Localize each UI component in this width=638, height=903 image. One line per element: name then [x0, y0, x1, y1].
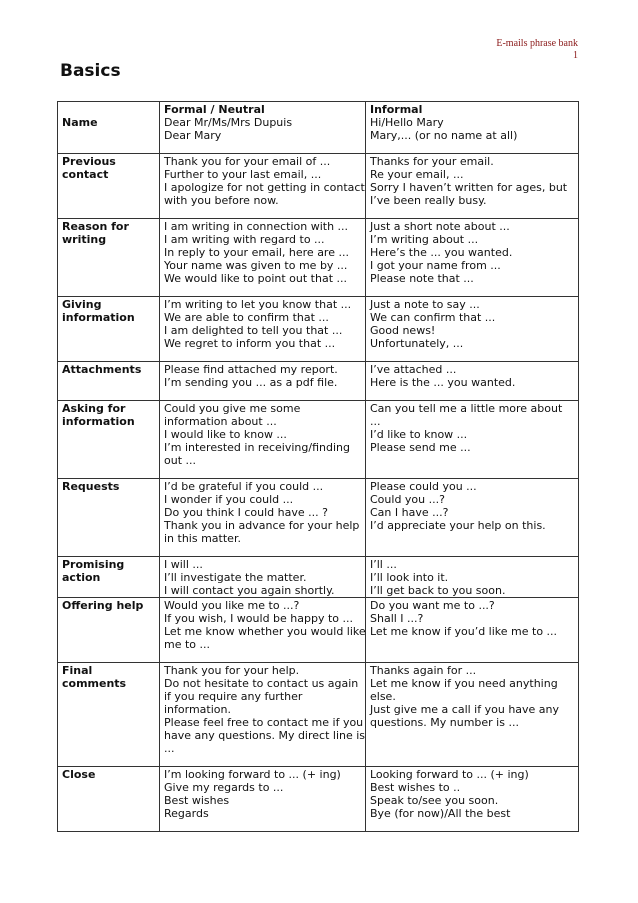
formal-phrase: We would like to point out that ... [164, 272, 348, 285]
formal-phrase: Please feel free to contact me if you [164, 716, 364, 729]
informal-phrase: Thanks for your email. [370, 155, 494, 168]
formal-phrase: I’ll investigate the matter. [164, 571, 307, 584]
informal-phrases-cell [366, 663, 579, 767]
formal-phrases-cell [160, 663, 366, 767]
informal-phrase: Mary,... (or no name at all) [370, 129, 518, 142]
informal-phrases-cell [366, 297, 579, 362]
informal-phrases-cell [366, 557, 579, 598]
informal-phrase: Can you tell me a little more about [370, 402, 563, 415]
informal-phrase: I’m writing about ... [370, 233, 479, 246]
informal-phrase: Do you want me to ...? [370, 599, 495, 612]
informal-phrase: Please send me ... [370, 441, 471, 454]
formal-phrases-cell [160, 219, 366, 297]
informal-phrase: Best wishes to .. [370, 781, 461, 794]
informal-phrase: Shall I ...? [370, 612, 424, 625]
formal-phrases-cell [160, 401, 366, 479]
formal-phrase: Thank you for your help. [164, 664, 300, 677]
formal-phrase: out ... [164, 454, 197, 467]
formal-phrases-cell [160, 767, 366, 832]
informal-phrase: I got your name from ... [370, 259, 501, 272]
informal-phrase: Speak to/see you soon. [370, 794, 499, 807]
table-row [58, 767, 579, 832]
informal-phrase: Hi/Hello Mary [370, 116, 444, 129]
row-category-label: Name [58, 116, 160, 154]
formal-phrase: information about ... [164, 415, 277, 428]
informal-phrase: Here’s the ... you wanted. [370, 246, 513, 259]
informal-phrase: I’d like to know ... [370, 428, 468, 441]
formal-phrase: Do you think I could have ... ? [164, 506, 328, 519]
formal-phrases-cell [160, 297, 366, 362]
informal-phrase: Let me know if you’d like me to ... [370, 625, 558, 638]
formal-phrase: We are able to confirm that ... [164, 311, 329, 324]
row-category-label: Attachments [58, 362, 160, 401]
formal-phrase: information. [164, 703, 231, 716]
row-category-label: Previous contact [58, 154, 160, 219]
table-row [58, 154, 579, 219]
row-category-label: Giving information [58, 297, 160, 362]
informal-phrase: Just a short note about ... [370, 220, 510, 233]
formal-phrase: Do not hesitate to contact us again [164, 677, 359, 690]
formal-phrase: I’m looking forward to ... (+ ing) [164, 768, 341, 781]
table-row [58, 362, 579, 401]
informal-phrase: else. [370, 690, 396, 703]
formal-phrase: I will contact you again shortly. [164, 584, 335, 597]
formal-phrase: I’m interested in receiving/finding [164, 441, 350, 454]
informal-phrase: Good news! [370, 324, 436, 337]
column-header-category [58, 102, 160, 117]
informal-phrase: I’ll get back to you soon. [370, 584, 506, 597]
formal-phrase: Thank you in advance for your help [164, 519, 360, 532]
row-category-label: Close [58, 767, 160, 832]
informal-phrases-cell [366, 479, 579, 557]
table-header-row [58, 102, 579, 117]
informal-phrase: Thanks again for ... [370, 664, 477, 677]
informal-phrase: Unfortunately, ... [370, 337, 464, 350]
formal-phrase: ... [164, 742, 175, 755]
formal-phrase: have any questions. My direct line is [164, 729, 366, 742]
formal-phrase: I am writing in connection with ... [164, 220, 349, 233]
formal-phrase: We regret to inform you that ... [164, 337, 336, 350]
informal-phrase: I’d appreciate your help on this. [370, 519, 546, 532]
informal-phrase: We can confirm that ... [370, 311, 496, 324]
header-doc-title: E-mails phrase bank [496, 38, 578, 49]
informal-phrase: I’ll ... [370, 558, 397, 571]
formal-phrases-cell [160, 154, 366, 219]
row-category-label: Offering help [58, 598, 160, 663]
informal-phrase: Can I have ...? [370, 506, 449, 519]
formal-phrases-cell [160, 557, 366, 598]
formal-phrase: Please find attached my report. [164, 363, 338, 376]
formal-phrase: In reply to your email, here are ... [164, 246, 349, 259]
formal-phrase: me to ... [164, 638, 211, 651]
column-header-formal: Formal / Neutral [160, 102, 366, 117]
row-category-label: Promising action [58, 557, 160, 598]
informal-phrases-cell [366, 154, 579, 219]
table-row [58, 479, 579, 557]
formal-phrase: I will ... [164, 558, 203, 571]
informal-phrase: questions. My number is ... [370, 716, 519, 729]
informal-phrase: I’ve been really busy. [370, 194, 487, 207]
informal-phrase: Re your email, ... [370, 168, 464, 181]
formal-phrases-cell [160, 598, 366, 663]
table-row [58, 116, 579, 154]
informal-phrase: Could you ...? [370, 493, 445, 506]
table-row [58, 401, 579, 479]
formal-phrase: Dear Mary [164, 129, 222, 142]
formal-phrase: Dear Mr/Ms/Mrs Dupuis [164, 116, 293, 129]
formal-phrase: Your name was given to me by ... [164, 259, 348, 272]
formal-phrases-cell [160, 479, 366, 557]
informal-phrase: Just a note to say ... [370, 298, 480, 311]
formal-phrase: I would like to know ... [164, 428, 287, 441]
informal-phrases-cell [366, 219, 579, 297]
formal-phrase: Could you give me some [164, 402, 301, 415]
informal-phrase: Sorry I haven’t written for ages, but [370, 181, 568, 194]
formal-phrase: Regards [164, 807, 209, 820]
informal-phrase: Bye (for now)/All the best [370, 807, 511, 820]
table-row [58, 557, 579, 598]
informal-phrase: Looking forward to ... (+ ing) [370, 768, 529, 781]
formal-phrase: I’m writing to let you know that ... [164, 298, 352, 311]
formal-phrase: I apologize for not getting in contact [164, 181, 365, 194]
formal-phrase: I wonder if you could ... [164, 493, 294, 506]
informal-phrase: Here is the ... you wanted. [370, 376, 516, 389]
table-row [58, 598, 579, 663]
formal-phrase: Further to your last email, ... [164, 168, 322, 181]
table-body [58, 116, 579, 832]
formal-phrase: if you require any further [164, 690, 303, 703]
informal-phrase: Just give me a call if you have any [370, 703, 560, 716]
informal-phrase: Please could you ... [370, 480, 477, 493]
informal-phrases-cell [366, 401, 579, 479]
formal-phrase: in this matter. [164, 532, 241, 545]
page-title: Basics [60, 61, 121, 81]
table-row [58, 297, 579, 362]
row-category-label: Asking for information [58, 401, 160, 479]
header-page-number: 1 [573, 50, 578, 61]
table-row [58, 219, 579, 297]
formal-phrase: Would you like me to ...? [164, 599, 300, 612]
formal-phrase: with you before now. [164, 194, 279, 207]
formal-phrase: I’d be grateful if you could ... [164, 480, 324, 493]
phrase-table [57, 101, 579, 832]
formal-phrases-cell [160, 116, 366, 154]
running-header [496, 38, 578, 62]
table-row [58, 663, 579, 767]
formal-phrases-cell [160, 362, 366, 401]
informal-phrase: I’ll look into it. [370, 571, 449, 584]
row-category-label: Final comments [58, 663, 160, 767]
informal-phrase: I’ve attached ... [370, 363, 457, 376]
formal-phrase: I am writing with regard to ... [164, 233, 325, 246]
column-header-informal: Informal [366, 102, 579, 117]
formal-phrase: I am delighted to tell you that ... [164, 324, 343, 337]
row-category-label: Reason for writing [58, 219, 160, 297]
informal-phrases-cell [366, 116, 579, 154]
informal-phrase: ... [370, 415, 381, 428]
informal-phrases-cell [366, 767, 579, 832]
formal-phrase: Give my regards to ... [164, 781, 284, 794]
formal-phrase: Thank you for your email of ... [164, 155, 331, 168]
informal-phrase: Please note that ... [370, 272, 474, 285]
informal-phrase: Let me know if you need anything [370, 677, 558, 690]
informal-phrases-cell [366, 598, 579, 663]
formal-phrase: Best wishes [164, 794, 230, 807]
informal-phrases-cell [366, 362, 579, 401]
formal-phrase: If you wish, I would be happy to ... [164, 612, 354, 625]
row-category-label: Requests [58, 479, 160, 557]
formal-phrase: Let me know whether you would like [164, 625, 366, 638]
formal-phrase: I’m sending you ... as a pdf file. [164, 376, 338, 389]
